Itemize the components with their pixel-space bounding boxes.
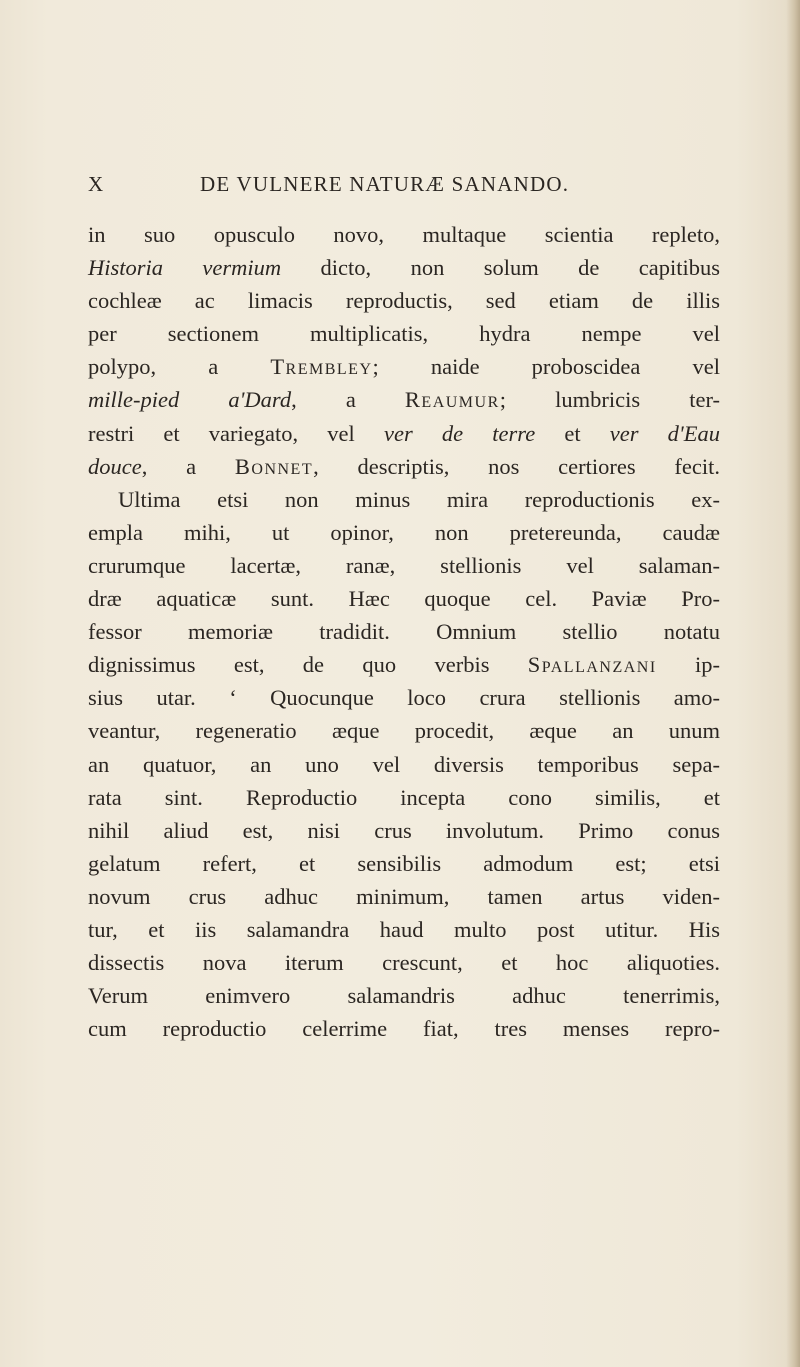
body-text	[88, 218, 720, 1045]
text-line-1: in suo opusculo novo, multaque scientia repleto,	[88, 222, 720, 247]
author-name-spallanzani: Spallanzani	[527, 652, 657, 678]
text-line-9: Ultima etsi non minus mira reproductionis ex-	[118, 486, 720, 512]
text-line-3: cochleæ ac limacis reproductis, sed etiam de illis	[88, 288, 720, 314]
text-line-18: rata sint. Reproductio incepta cono similis, et	[88, 784, 720, 810]
text-line-15: sius utar. ‘ Quocunque loco crura stellionis amo-	[88, 685, 720, 711]
text-line-6: mille-pied a'Dard, a Reaumur; lumbricis ter-	[88, 387, 720, 413]
text-line-21: novum crus adhuc minimum, tamen artus viden-	[88, 883, 720, 909]
text-line-20: gelatum refert, et sensibilis admodum est; etsi	[88, 850, 720, 876]
text-line-11: crurumque lacertæ, ranæ, stellionis vel salaman-	[88, 552, 720, 578]
text-line-17: an quatuor, an uno vel diversis temporibus sepa-	[88, 751, 720, 777]
text-line-2: Historia vermium dicto, non solum de capitibus	[88, 255, 721, 281]
text-line-24: Verum enimvero salamandris adhuc tenerrimis,	[88, 983, 720, 1009]
author-name-reaumur: Reaumur	[404, 387, 500, 413]
text-line-13: fessor memoriæ tradidit. Omnium stellio notatu	[88, 619, 720, 645]
author-name-trembley: Trembley	[270, 354, 373, 380]
author-name-bonnet: Bonnet	[234, 453, 314, 479]
text-line-19: nihil aliud est, nisi crus involutum. Primo conus	[88, 817, 720, 843]
text-line-7: restri et variegato, vel ver de terre et ver d'Eau	[88, 420, 720, 446]
page-numeral: X	[88, 172, 105, 196]
text-line-12: dræ aquaticæ sunt. Hæc quoque cel. Paviæ Pro-	[88, 586, 720, 612]
text-line-16: veantur, regeneratio æque procedit, æque an unum	[88, 718, 720, 744]
book-title-historia-vermium: Historia vermium	[88, 255, 282, 281]
text-line-25: cum reproductio celerrime fiat, tres menses repro-	[88, 1016, 720, 1042]
text-line-14: dignissimus est, de quo verbis Spallanzani ip-	[88, 652, 720, 678]
text-line-23: dissectis nova iterum crescunt, et hoc aliquoties.	[88, 950, 720, 976]
text-line-10: empla mihi, ut opinor, non pretereunda, caudæ	[88, 519, 720, 545]
text-line-22: tur, et iis salamandra haud multo post utitur. His	[88, 916, 720, 942]
text-line-4: per sectionem multiplicatis, hydra nempe vel	[88, 321, 720, 347]
text-line-5: polypo, a Trembley; naide proboscidea vel	[88, 354, 720, 380]
running-title: DE VULNERE NATURÆ SANANDO.	[200, 172, 570, 196]
page-edge-shadow	[786, 0, 800, 1367]
text-line-8: douce, a Bonnet, descriptis, nos certiores fecit.	[88, 453, 720, 479]
running-header	[88, 172, 720, 200]
